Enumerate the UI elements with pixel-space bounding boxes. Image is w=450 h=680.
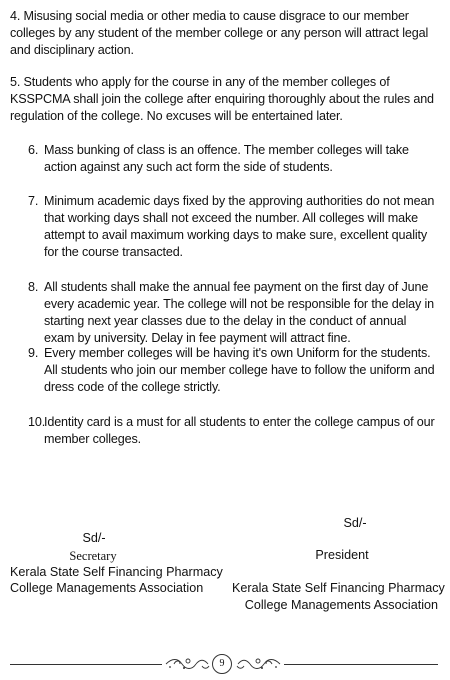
- list-item-10: [28, 414, 436, 448]
- list-item-6: [28, 142, 436, 176]
- paragraph-4: 4. Misusing social media or other media to cause disgrace to our member colleges by any student of the member college or any person will attract legal and disciplinary action.: [10, 9, 429, 57]
- list-item-7: [28, 193, 436, 261]
- list-item-9: [28, 345, 436, 396]
- page-number: 9: [212, 654, 232, 674]
- list-item-number: 7.: [28, 194, 39, 208]
- list-item-text: Every member colleges will be having it's own Uniform for the students. All students who join our member college have to follow the uniform and dress code of the college strictly.: [44, 346, 435, 394]
- list-item-8: [28, 279, 436, 347]
- page-footer: [10, 652, 438, 676]
- list-item-number: 6.: [28, 143, 39, 157]
- list-item-text: Minimum academic days fixed by the approving authorities do not mean that working days shall not exceed the number. All colleges will make attempt to avail maximum working days to make sure, excellent quality for the course transacted.: [44, 194, 435, 259]
- list-item-text: Mass bunking of class is an offence. The member colleges will take action against any such act form the side of students.: [44, 143, 409, 174]
- paragraph-5: 5. Students who apply for the course in any of the member colleges of KSSPCMA shall join the college after enquiring thoroughly about the rules and regulation of the college. No excuses will be entertained later.: [10, 75, 434, 123]
- secretary-title: Secretary: [69, 549, 117, 563]
- secretary-org-line2: College Managements Association: [10, 581, 204, 595]
- president-org-line2: College Managements Association: [244, 598, 438, 612]
- footer-left-rule: [10, 664, 162, 665]
- secretary-org-line1: Kerala State Self Financing Pharmacy: [10, 565, 223, 579]
- secretary-sd: Sd/-: [82, 531, 106, 545]
- list-item-number: 10.: [28, 415, 46, 429]
- list-item-text: All students shall make the annual fee payment on the first day of June every academic year. The college will not be responsible for the delay in starting next year classes due to the delay in the conduct of annual exam by university. Delay in fee payment will attract fine.: [44, 280, 434, 345]
- list-item-number: 8.: [28, 280, 39, 294]
- president-org-line1: Kerala State Self Financing Pharmacy: [232, 581, 445, 595]
- list-item-number: 9.: [28, 346, 39, 360]
- president-title: President: [315, 548, 369, 562]
- president-sd: Sd/-: [343, 516, 367, 530]
- list-item-text: Identity card is a must for all students to enter the college campus of our member colleges.: [44, 415, 435, 446]
- footer-right-rule: [284, 664, 438, 665]
